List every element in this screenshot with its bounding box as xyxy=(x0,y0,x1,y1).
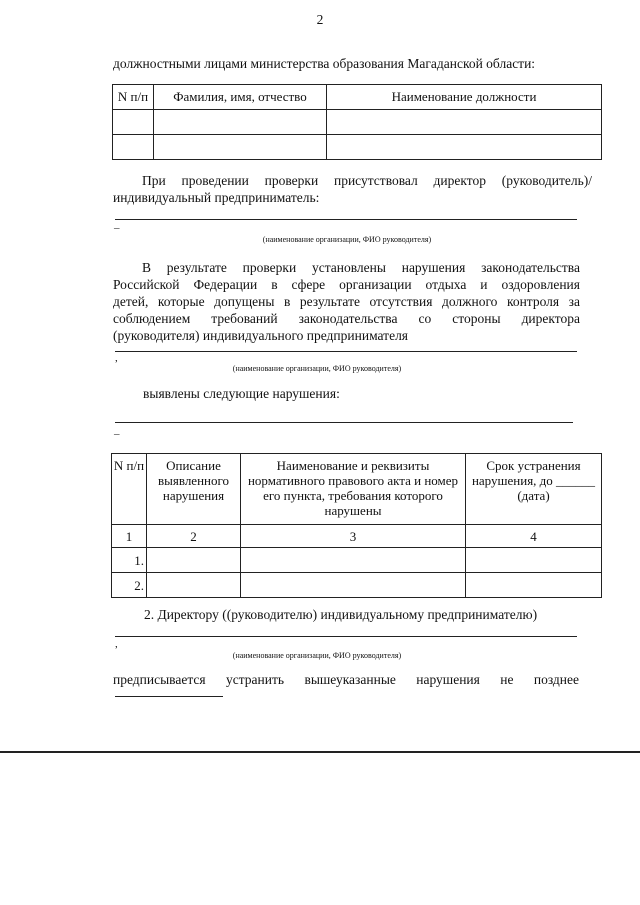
prescribed-line: предписывается устранить вышеуказанные нарушения не позднее xyxy=(113,672,579,687)
date-fill-line xyxy=(115,696,223,697)
officials-table xyxy=(112,84,602,160)
index-cell: 1 xyxy=(112,525,147,548)
header-legal-act: Наименование и реквизиты нормативного правового акта и номер его пункта, требования которого нарушены xyxy=(241,454,466,525)
table-cell xyxy=(466,548,602,573)
table-row xyxy=(113,110,602,135)
row-number: 2. xyxy=(112,573,147,598)
results-line-4: соблюдением требований законодательства со стороны директора xyxy=(113,311,580,326)
comma-mark: , xyxy=(115,638,118,650)
caption-org-fio: (наименование организации, ФИО руководителя) xyxy=(232,364,402,373)
table-cell xyxy=(147,548,241,573)
header-number: N п/п xyxy=(112,454,147,525)
table-cell xyxy=(113,135,154,160)
table-cell xyxy=(241,548,466,573)
table-row xyxy=(112,548,602,573)
results-line-2: Российской Федерации в сфере организации отдыха и оздоровления xyxy=(113,277,580,292)
index-cell: 4 xyxy=(466,525,602,548)
caption-org-fio: (наименование организации, ФИО руководителя) xyxy=(262,235,432,244)
page-bottom-rule xyxy=(0,751,640,753)
row-number: 1. xyxy=(112,548,147,573)
officials-table-header xyxy=(113,85,602,110)
table-cell xyxy=(147,573,241,598)
fill-line xyxy=(115,219,577,220)
results-line-3: детей, которые допущены в результате отсутствия должного контроля за xyxy=(113,294,580,309)
intro-line: должностными лицами министерства образования Магаданской области: xyxy=(113,56,536,71)
violations-table xyxy=(111,453,602,598)
table-cell xyxy=(154,110,327,135)
presence-line-2: индивидуальный предприниматель: xyxy=(113,190,320,205)
table-cell xyxy=(327,135,602,160)
fill-line xyxy=(115,351,577,352)
page-number: 2 xyxy=(316,12,324,27)
table-row xyxy=(112,573,602,598)
comma-mark: , xyxy=(115,352,118,364)
table-cell xyxy=(113,110,154,135)
table-cell xyxy=(327,110,602,135)
header-position: Наименование должности xyxy=(327,85,602,110)
index-cell: 3 xyxy=(241,525,466,548)
fill-line xyxy=(115,636,577,637)
violations-table-header xyxy=(112,454,602,525)
index-row xyxy=(112,525,602,548)
directive-line: 2. Директору ((руководителю) индивидуальному предпринимателю) xyxy=(144,607,538,622)
dash-mark: – xyxy=(114,222,120,234)
results-line-1: В результате проверки установлены нарушения законодательства xyxy=(142,260,580,275)
table-cell xyxy=(466,573,602,598)
table-row xyxy=(113,135,602,160)
violations-intro: выявлены следующие нарушения: xyxy=(143,386,340,401)
results-line-5: (руководителя) индивидуального предпринимателя xyxy=(113,328,409,343)
presence-line-1: При проведении проверки присутствовал директор (руководитель)/ xyxy=(142,173,592,188)
header-number: N п/п xyxy=(113,85,154,110)
header-description: Описание выявленного нарушения xyxy=(147,454,241,525)
header-deadline: Срок устранения нарушения, до ______ (дата) xyxy=(466,454,602,525)
table-cell xyxy=(241,573,466,598)
table-cell xyxy=(154,135,327,160)
dash-mark: – xyxy=(114,428,120,440)
caption-org-fio: (наименование организации, ФИО руководителя) xyxy=(232,651,402,660)
index-cell: 2 xyxy=(147,525,241,548)
fill-line xyxy=(115,422,573,423)
header-fio: Фамилия, имя, отчество xyxy=(154,85,327,110)
